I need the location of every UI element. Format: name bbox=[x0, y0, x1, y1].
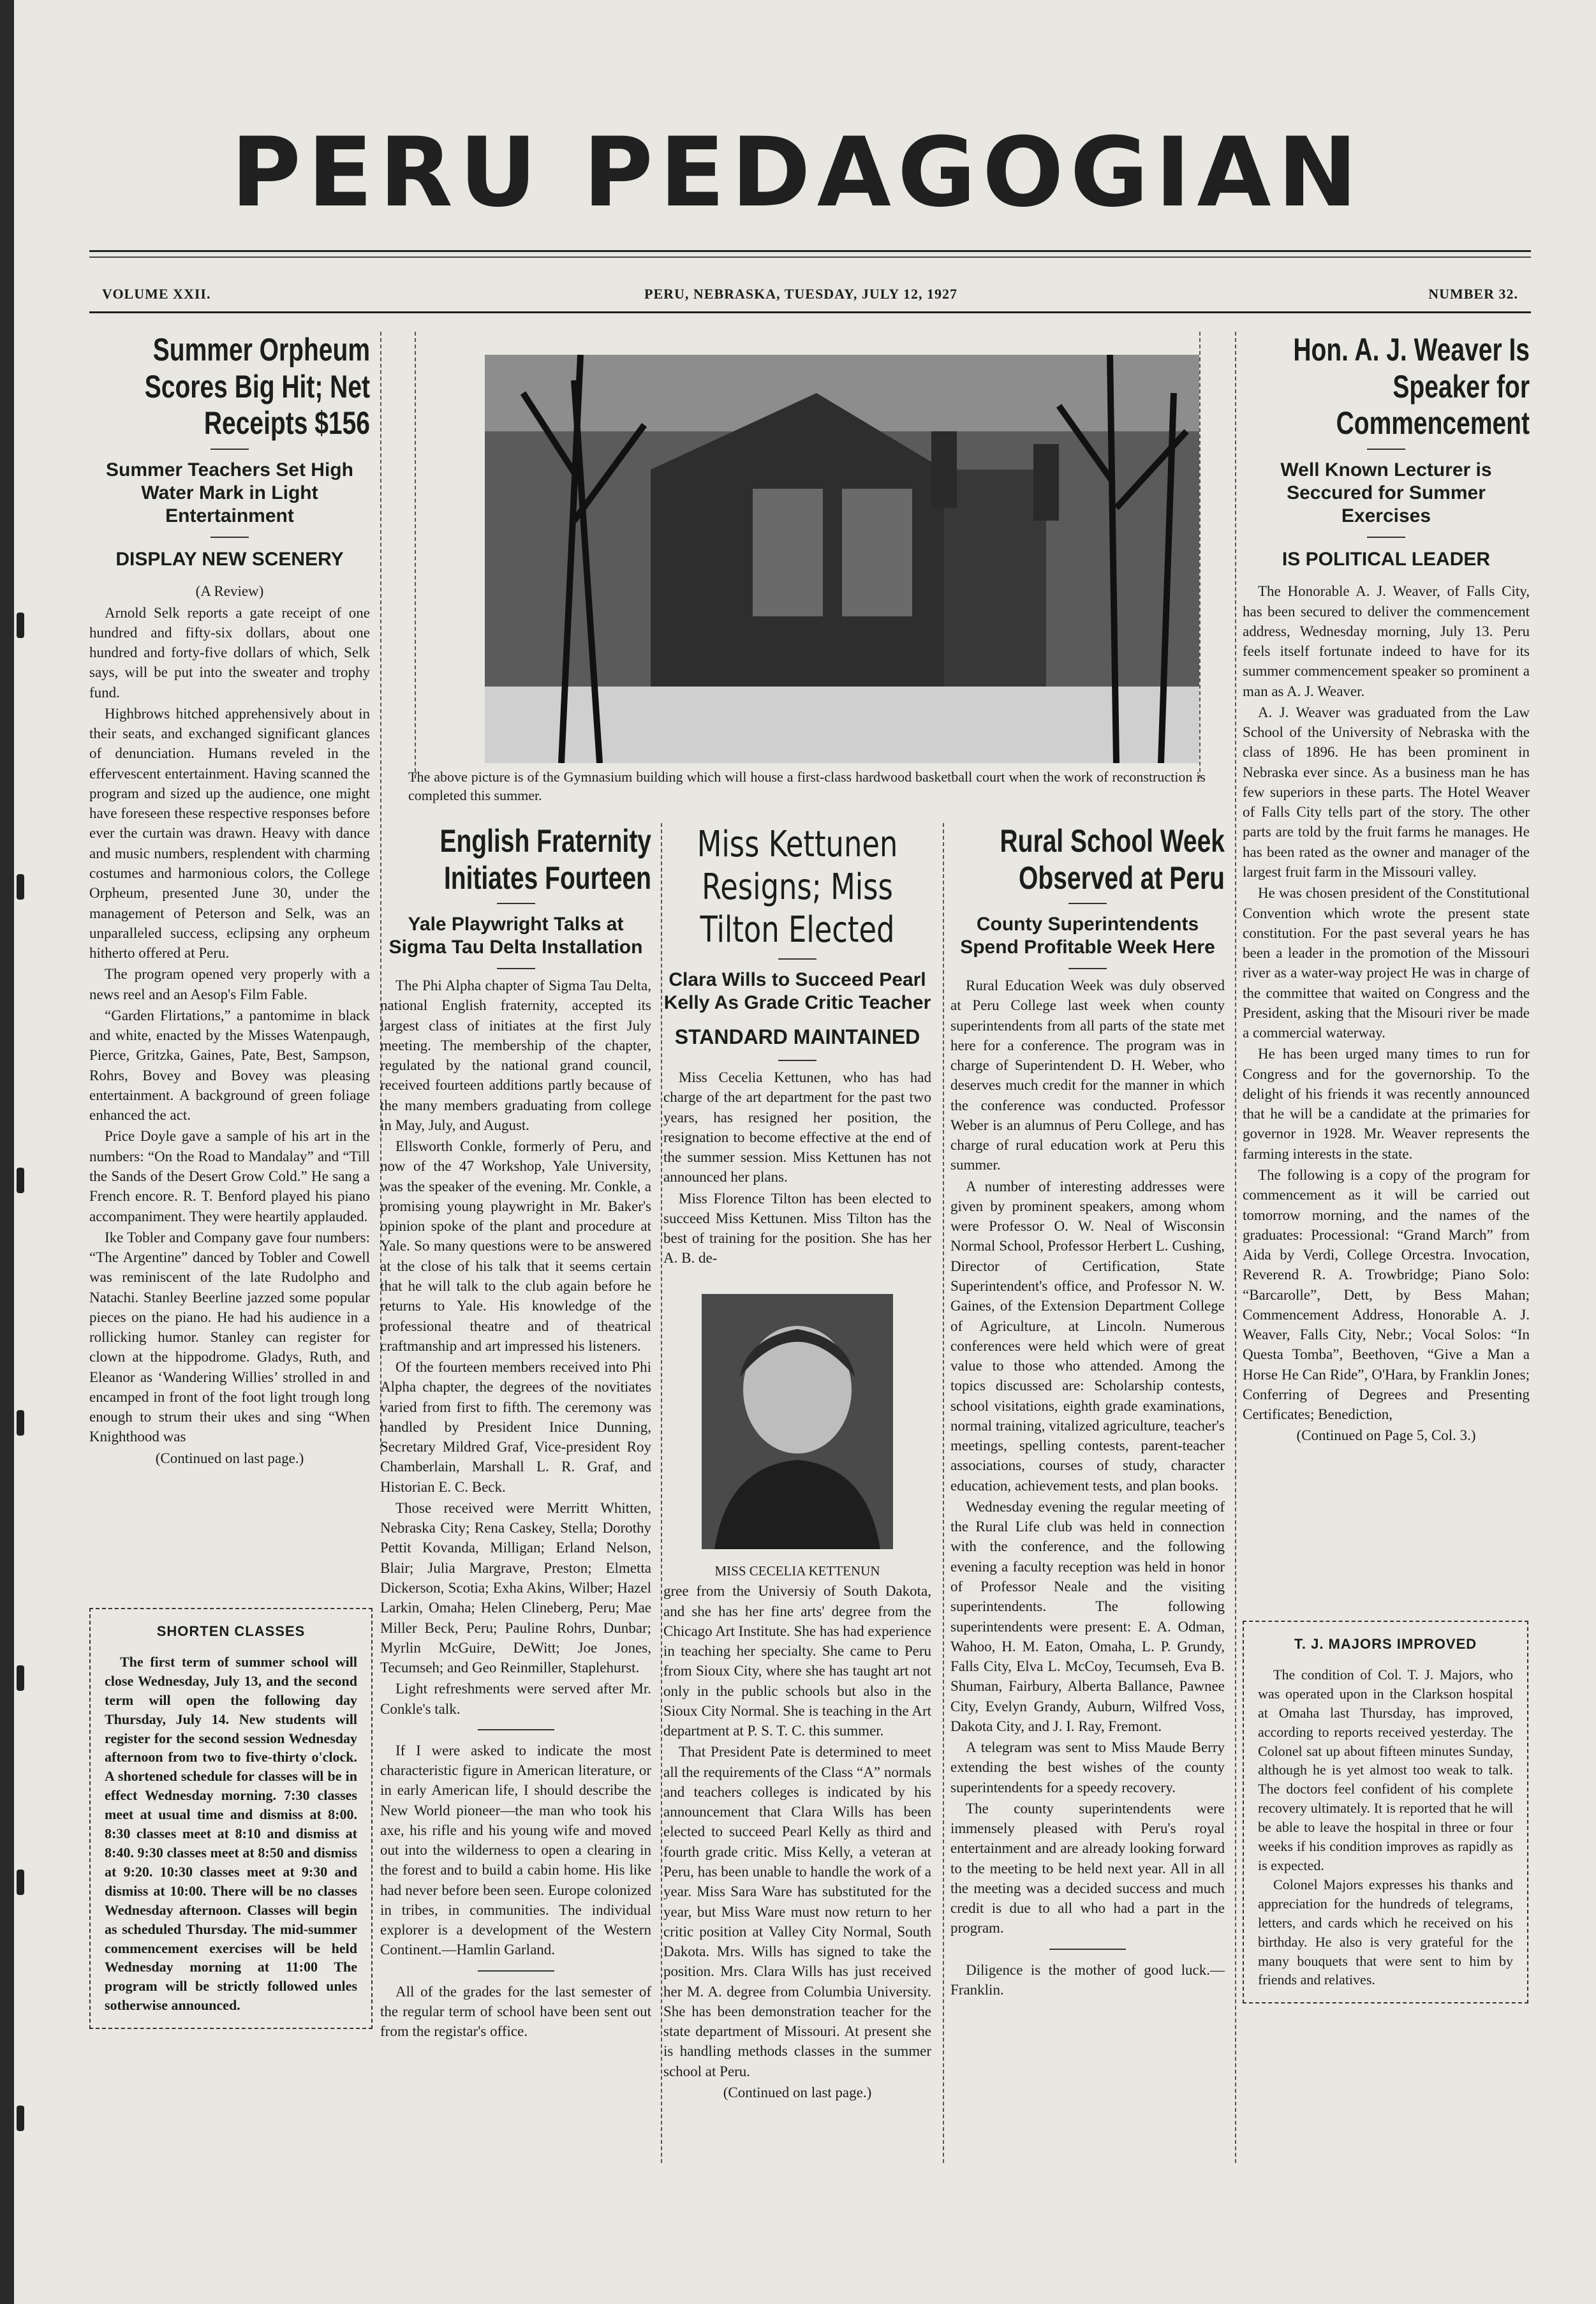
shorten-classes-body: The first term of summer school will close Wednesday, July 13, and the second term will open the following day Thursday, July 14. New students will register for the second session Wednesday afternoon from two to five-thirty o'clock. A shortened schedule for classes will be in effect Wednesday morning. 7:30 classes meet at usual time and dismiss at 8:00. 8:30 classes meet at 8:10 and dismiss at 8:40. 9:30 classes meet at 8:50 and dismiss at 9:20. 10:30 classes meet at 9:30 and dismiss at 10:00. There will be no classes Wednesday afternoon. Classes will begin as scheduled Thursday. The mid-summer commencement exercises will be held Wednesday morning at 11:00 The program will be strictly followed unles sotherwise announced. bbox=[105, 1653, 357, 2014]
paragraph: He has been urged many times to run for Congress and for the governorship. To the delight of his friends it was recently announced that he will be a candidate at the primaries for governor in 1928. Mr. Weaver represents the farming interests in the state. bbox=[1243, 1046, 1530, 1162]
paragraph: Diligence is the mother of good luck.—Franklin. bbox=[950, 1961, 1225, 1998]
paragraph: Colonel Majors expresses his thanks and appreciation for the hundreds of telegrams, letters, and cards which he received on his birthday. He also is very grateful for the many bouquets that were sent to him by friends and relatives. bbox=[1258, 1876, 1513, 1988]
shorten-classes-title: SHORTEN CLASSES bbox=[156, 1623, 306, 1639]
place-date: PERU, NEBRASKA, TUESDAY, JULY 12, 1927 bbox=[644, 286, 957, 302]
orpheum-article bbox=[89, 332, 370, 1469]
majors-box bbox=[1243, 1621, 1528, 2003]
paragraph: Highbrows hitched apprehensively about in their seats, and exchanged significant glances of denunciation. Humans reveled in the effervescent entertainment. Having scanned the program and sized up the audience, one might have foreseen these respective responses before ever the curtain was drawn. Heavy with dance and music numbers, resplendent with charming costumes and harmonious colors, the College Orpheum, presented June 30, under the management of Peterson and Selk, was an unparalleled success, eclipsing any orpheum hitherto offered at Peru. bbox=[89, 705, 370, 962]
paragraph: Ellsworth Conkle, formerly of Peru, and now of the 47 Workshop, Yale University, was the speaker of the evening. Mr. Conkle, a promising young playwright in Mr. Baker's opinion spoke of the plant and procedure at Yale. So many questions were to be answered at the close of his talk that it seems certain that he will talk to the club again before he returns to Yale. His knowledge of the professional theatre and of theatrical craftmanship and art impressed his listeners. bbox=[380, 1138, 651, 1354]
rural-deck: County Superintendents Spend Profitable Week Here bbox=[960, 914, 1215, 958]
section-divider bbox=[478, 1729, 554, 1730]
section-divider bbox=[478, 1970, 554, 1972]
issue-number: NUMBER 32. bbox=[1428, 286, 1518, 302]
paragraph: gree from the Universiy of South Dakota, and she has her fine arts' degree from the Chicago Art Institute. She has had experience in teaching her specialty. She came to Peru from Sioux City, where she has taught art not only in the public schools but also in the Sioux City Normal. She is teaching in the Art department at P. S. T. C. this summer. bbox=[663, 1583, 931, 1739]
paragraph: “Garden Flirtations,” a pantomime in black and white, enacted by the Misses Watenpaugh, Pierce, Gritzka, Gaines, Pate, Best, Sampson, Rohrs, Bovey and Bovey was pleasing entertainment. A background of green foliage enhanced the act. bbox=[89, 1007, 370, 1124]
kettunen-deck: Clara Wills to Succeed Pearl Kelly As Grade Critic Teacher bbox=[663, 969, 931, 1013]
rural-article bbox=[950, 823, 1225, 2001]
kettunen-photo-caption: MISS CECELIA KETTENUN bbox=[714, 1563, 880, 1579]
orpheum-byline: (A Review) bbox=[195, 583, 264, 600]
kettunen-headline: Miss Kettunen Resigns; Miss Tilton Elected bbox=[697, 824, 898, 951]
gymnasium-caption: The above picture is of the Gymnasium building which will house a first-class hardwood basketball court when the work of reconstruction is completed this summer. bbox=[408, 769, 1206, 803]
orpheum-headline: Summer Orpheum Scores Big Hit; Net Receipts $156 bbox=[144, 332, 370, 441]
paragraph: Those received were Merritt Whitten, Nebraska City; Rena Caskey, Stella; Dorothy Pettit Kovanda, Milligan; Erland Nelson, Blair; Julia Margrave, Preston; Elmetta Dickerson, Scotia; Exha Akins, Wilber; Hazel Larkin, Omaha; Helen Clineberg, Peru; Mae Miller Beck, Peru; Pauline Rohrs, Dunbar; Myrlin McGuire, DeWitt; Joe Jones, Tecumseh; and Geo Reinmiller, Staplehurst. bbox=[380, 1499, 651, 1676]
weaver-article bbox=[1243, 332, 1530, 1447]
paragraph: The following is a copy of the program for commencement as it will be carried out tomorrow morning, and the names of the graduates: Processional: “Grand March” from Aida by Verdi, College Orcestra. Invocation, Reverend R. A. Trowbridge; Piano Solo: “Barcarolle”, Dett, by Bess Mahan; Commencement Address, Honorable A. J. Weaver, Falls City, Nebr.; Vocal Solos: “In Questa Tomba”, Beethoven, “Give a Man a Horse He Can Ride”, O'Hara, by Franklin Jones; Conferring of Degrees and Presenting Certificates; Benediction, bbox=[1243, 1167, 1530, 1423]
paragraph: Wednesday evening the regular meeting of the Rural Life club was held in connection with the conference, and the following evening a faculty reception was held in honor of Professor Neale and the visiting superintendents. The following superintendents were present: E. A. Odman, Wahoo, H. M. Eaton, Omaha, L. P. Grundy, Falls City, Elva L. McCoy, Tecumseh, Eva B. Shuman, Fairbury, Alberta Ballance, Pawnee City, Evelyn Grandy, Auburn, Wilfred Voss, Dakota City, and J. I. Ray, Fremont. bbox=[950, 1498, 1225, 1734]
paragraph: Arnold Selk reports a gate receipt of one hundred and fifty-six dollars, about one hundred and forty-five dollars of which, Selk says, will be put into the sweater and trophy fund. bbox=[89, 604, 370, 701]
section-divider bbox=[1049, 1949, 1126, 1950]
weaver-headline: Hon. A. J. Weaver Is Speaker for Commencement bbox=[1293, 332, 1530, 441]
paragraph: The county superintendents were immensely pleased with Peru's royal entertainment and are already looking forward to the meeting to be held next year. All in all the meeting was a decided success and much credit is due to all who had a part in the program. bbox=[950, 1800, 1225, 1936]
rural-headline: Rural School Week Observed at Peru bbox=[1000, 823, 1225, 896]
majors-title: T. J. MAJORS IMPROVED bbox=[1294, 1636, 1477, 1652]
paragraph: The program opened very properly with a news reel and an Aesop's Film Fable. bbox=[89, 966, 370, 1002]
masthead: PERU PEDAGOGIAN bbox=[230, 117, 1364, 228]
kettunen-subhead: STANDARD MAINTAINED bbox=[674, 1025, 920, 1048]
quote: If I were asked to indicate the most characteristic figure in American literature, or in early American life, I should describe the New World pioneer—the man who took his axe, his rifle and his young wife and moved out into the wilderness to open a clearing in the forest and to build a cabin home. His like had never before been seen. Europe colonized in tribes, in communities. The individual explorer is a development of the Western Continent.—Hamlin Garland. bbox=[380, 1742, 651, 1958]
column-divider bbox=[1235, 332, 1236, 2163]
volume: VOLUME XXII. bbox=[102, 286, 211, 302]
gymnasium-photo bbox=[485, 355, 1199, 763]
fraternity-headline: English Fraternity Initiates Fourteen bbox=[440, 823, 651, 896]
paragraph: A number of interesting addresses were given by prominent speakers, among whom were Professor O. W. Neal of Wisconsin Normal School, Professor Herbert L. Cushing, Director of Certification, State Superintendent's office, and Professor N. W. Gaines, of the Extension Department College of Agriculture, at Lincoln. Numerous conferences were held which were of great value to those who attended. Among the topics discussed are: Scholarship contests, school visitations, eighth grade examinations, normal training, vitalized agriculture, teacher's meetings, spelling contests, parent-teacher associations, courses of study, character education, achievement tests, and plan books. bbox=[950, 1178, 1225, 1494]
continued-note: (Continued on last page.) bbox=[723, 2084, 872, 2100]
dateline-rule bbox=[89, 311, 1531, 313]
paragraph: Miss Cecelia Kettunen, who has had charge of the art department for the past two years, has resigned her position, the resignation to become effective at the end of the summer session. Miss Kettunen has not announced her plans. bbox=[663, 1069, 931, 1185]
paragraph: A telegram was sent to Miss Maude Berry extending the best wishes of the county superintendents for a speedy recovery. bbox=[950, 1739, 1225, 1795]
weaver-deck: Well Known Lecturer is Seccured for Summer Exercises bbox=[1280, 459, 1492, 526]
orpheum-subhead: DISPLAY NEW SCENERY bbox=[115, 548, 344, 570]
continued-note: (Continued on Page 5, Col. 3.) bbox=[1296, 1427, 1476, 1444]
top-rule-2 bbox=[89, 256, 1531, 258]
photo-border-right bbox=[1199, 332, 1201, 778]
shorten-classes-box bbox=[89, 1608, 373, 2029]
paragraph: The Honorable A. J. Weaver, of Falls City, has been secured to deliver the commencement address, Wednesday morning, July 13. Peru feels itself fortunate indeed to have for its summer commencement speaker so prominent a man as A. J. Weaver. bbox=[1243, 583, 1530, 699]
photo-border-left bbox=[415, 332, 416, 778]
paragraph: Miss Florence Tilton has been elected to succeed Miss Kettunen. Miss Tilton has the best of training for the position. She has her A. B. de- bbox=[663, 1190, 931, 1267]
kettunen-article bbox=[663, 823, 931, 2104]
paragraph: Price Doyle gave a sample of his art in the numbers: “On the Road to Mandalay” and “Till the Sands of the Desert Grow Cold.” He sang a French encore. R. T. Benford played his piano accompaniment. They were heartily applauded. bbox=[89, 1128, 370, 1224]
orpheum-deck: Summer Teachers Set High Water Mark in Light Entertainment bbox=[106, 459, 353, 526]
paragraph: Rural Education Week was duly observed at Peru College last week when county superintendents from all parts of the state met here for a conference. The program was in charge of Superintendent D. H. Weber, who deserves much credit for the manner in which the conference was conducted. Professor Weber is an alumnus of Peru College, and has charge of rural education work at Peru this summer. bbox=[950, 977, 1225, 1173]
fraternity-article bbox=[380, 823, 651, 2043]
paragraph: Light refreshments were served after Mr. Conkle's talk. bbox=[380, 1681, 651, 1717]
paragraph: The Phi Alpha chapter of Sigma Tau Delta, national English fraternity, accepted its largest class of initiates at the first July meeting. The membership of the chapter, regulated by the national grand council, received fourteen additions partly because of the many members graduating from college in May, July, and August. bbox=[380, 977, 651, 1133]
column-divider bbox=[661, 823, 662, 2163]
paragraph: He was chosen president of the Constitutional Convention which wrote the present state constitution. For the past several years he has been a leader in the promotion of the Missouri river as a water-way project He was in charge of the committee that waited on Congress and the President, asking that the Misouri river be made a commercial waterway. bbox=[1243, 885, 1530, 1041]
paragraph: Of the fourteen members received into Phi Alpha chapter, the degrees of the novitiates varied from first to fifth. The ceremony was handled by President Inice Dunning, Secretary Mildred Graf, Vice-president Roy Chamberlain, Marshall L. R. Graf, and Historian E. C. Beck. bbox=[380, 1359, 651, 1495]
paragraph: All of the grades for the last semester of the regular term of school have been sent out from the registar's office. bbox=[380, 1983, 651, 2040]
column-divider bbox=[943, 823, 944, 2163]
paragraph: The condition of Col. T. J. Majors, who was operated upon in the Clarkson hospital at Omaha last Thursday, has improved, according to reports received yesterday. The Colonel sat up about fifteen minutes Sunday, although he is yet almost too weak to talk. The doctors feel confident of his complete recovery ultimately. It is reported that he will be able to leave the hospital in three or four weeks if his condition improves as rapidly as is expected. bbox=[1258, 1666, 1513, 1873]
weaver-subhead: IS POLITICAL LEADER bbox=[1282, 548, 1491, 570]
paragraph: Ike Tobler and Company gave four numbers: “The Argentine” danced by Tobler and Cowell was reminiscent of the late Rudolpho and Natachi. Stanley Beerline jazzed some popular pieces on the piano. He had his audience in a rollicking humor. Stanley can register for clown at the hippodrome. Gladys, Ruth, and Eleanor as ‘Wandering Willies’ strolled in and encamped in front of the foot light trough long enough to strum their ukes and sing “When Knighthood was bbox=[89, 1229, 370, 1445]
kettunen-photo bbox=[702, 1294, 893, 1549]
top-rule bbox=[89, 250, 1531, 252]
paragraph: A. J. Weaver was graduated from the Law School of the University of Nebraska with the class of 1896. He has been prominent in Nebraska ever since. As a business man he has few superiors in these parts. The Hotel Weaver of Falls City tells part of the story. The other parts are told by the fruit farms he manages. He has been rated as the owner and manager of the largest fruit farm in the Missouri valley. bbox=[1243, 704, 1530, 881]
paragraph: That President Pate is determined to meet all the requirements of the Class “A” normals and teachers colleges is indicated by his announcement that Clara Wills has been elected to succeed Pearl Kelly as third and fourth grade critic. Miss Kelly, a veteran at Peru, has been unable to handle the work of a year. Miss Sara Ware has substituted for the year, but Miss Ware must now return to her critic position at Valley City Normal, South Dakota. Mrs. Wills has signed to take the position. Mrs. Clara Wills has just received her M. A. degree from Columbia University. She has been demonstration teacher for the state department of Missouri. At present she is handling methods classes in the summer school at Peru. bbox=[663, 1744, 931, 2079]
binder-edge bbox=[0, 0, 14, 2304]
fraternity-deck: Yale Playwright Talks at Sigma Tau Delta Installation bbox=[388, 914, 643, 958]
continued-note: (Continued on last page.) bbox=[155, 1450, 304, 1466]
